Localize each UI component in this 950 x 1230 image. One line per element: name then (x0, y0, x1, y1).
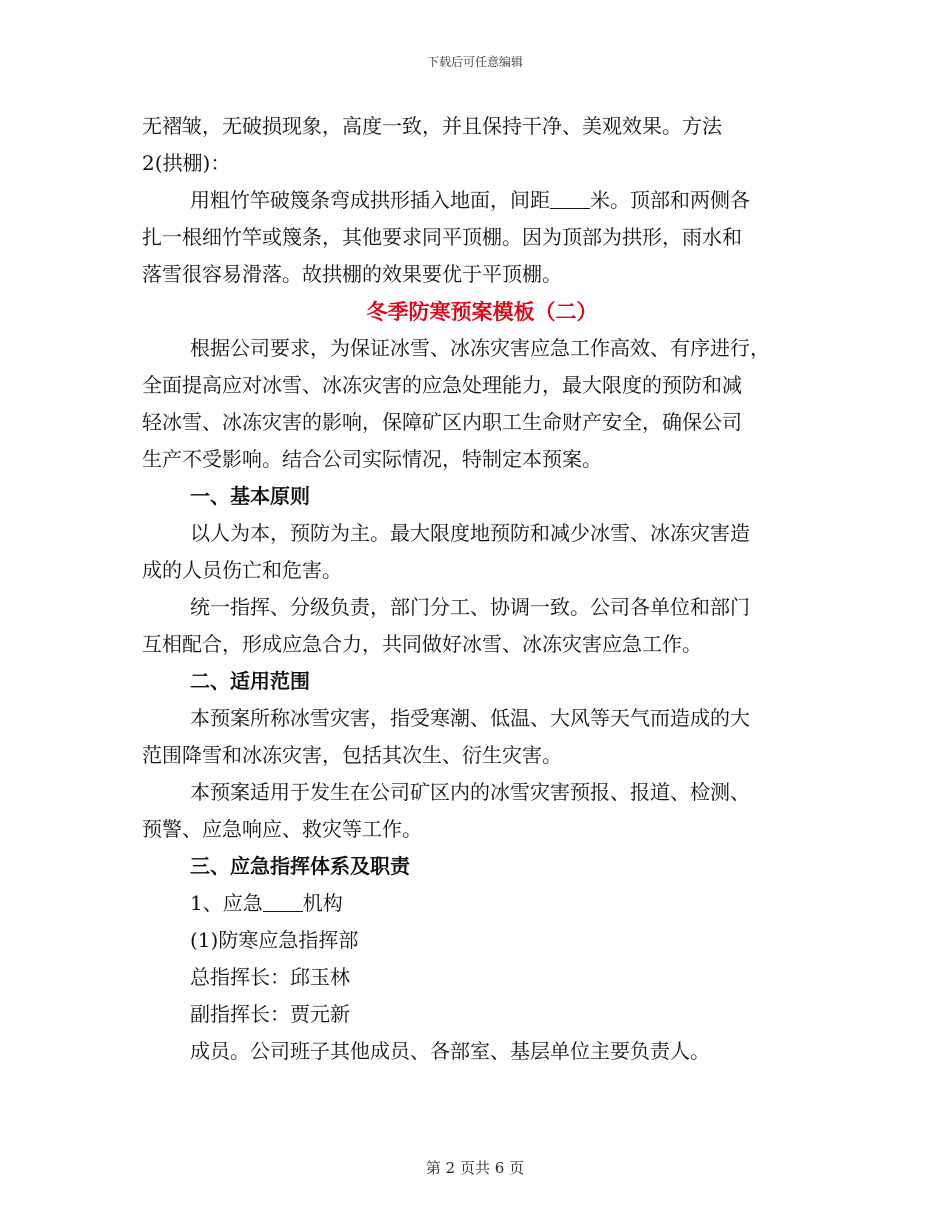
paragraph-line: 2(拱棚)： (142, 151, 231, 175)
paragraph-line: 成的人员伤亡和危害。 (142, 558, 342, 582)
paragraph-line: 互相配合，形成应急合力，共同做好冰雪、冰冻灾害应急工作。 (142, 632, 702, 656)
paragraph-line: 以人为本，预防为主。最大限度地预防和减少冰雪、冰冻灾害造 (190, 521, 750, 545)
paragraph-line: 总指挥长：邱玉林 (190, 965, 350, 989)
section-heading: 一、基本原则 (190, 484, 310, 508)
paragraph-line: 预警、应急响应、救灾等工作。 (142, 817, 422, 841)
paragraph-line: 扎一根细竹竿或篾条，其他要求同平顶棚。因为顶部为拱形，雨水和 (142, 225, 742, 249)
section-heading: 二、适用范围 (190, 669, 310, 693)
paragraph-line: 统一指挥、分级负责，部门分工、协调一致。公司各单位和部门 (190, 595, 750, 619)
paragraph-line: 无褶皱，无破损现象，高度一致，并且保持干净、美观效果。方法 (142, 114, 722, 138)
document-body (142, 108, 822, 1070)
paragraph-line: 范围降雪和冰冻灾害，包括其次生、衍生灾害。 (142, 743, 562, 767)
text-segment: 米。顶部和两侧各 (590, 188, 750, 212)
fill-in-blank (550, 186, 590, 209)
paragraph-line: 副指挥长：贾元新 (190, 1002, 350, 1026)
paragraph-line: 全面提高应对冰雪、冰冻灾害的应急处理能力，最大限度的预防和减 (142, 373, 742, 397)
text-segment: 1、应急 (190, 891, 263, 915)
fill-in-blank (263, 889, 303, 912)
paragraph-line: 根据公司要求，为保证冰雪、冰冻灾害应急工作高效、有序进行， (190, 336, 770, 360)
page-footer: 第 2 页共 6 页 (425, 1159, 525, 1177)
document-title: 冬季防寒预案模板（二） (366, 299, 598, 324)
paragraph-line (142, 885, 822, 922)
paragraph-line: 轻冰雪、冰冻灾害的影响，保障矿区内职工生命财产安全，确保公司 (142, 410, 742, 434)
text-segment: 用粗竹竿破篾条弯成拱形插入地面，间距 (190, 188, 550, 212)
paragraph-line: 生产不受影响。结合公司实际情况，特制定本预案。 (142, 447, 602, 471)
paragraph-line: (1)防寒应急指挥部 (190, 928, 359, 952)
page-header: 下载后可任意编辑 (426, 55, 523, 69)
paragraph-line: 本预案适用于发生在公司矿区内的冰雪灾害预报、报道、检测、 (190, 780, 750, 804)
paragraph-line (142, 182, 822, 219)
section-heading: 三、应急指挥体系及职责 (190, 854, 410, 878)
paragraph-line: 落雪很容易滑落。故拱棚的效果要优于平顶棚。 (142, 262, 562, 286)
paragraph-line: 成员。公司班子其他成员、各部室、基层单位主要负责人。 (190, 1039, 710, 1063)
text-segment: 机构 (302, 891, 343, 915)
paragraph-line: 本预案所称冰雪灾害，指受寒潮、低温、大风等天气而造成的大 (190, 706, 750, 730)
